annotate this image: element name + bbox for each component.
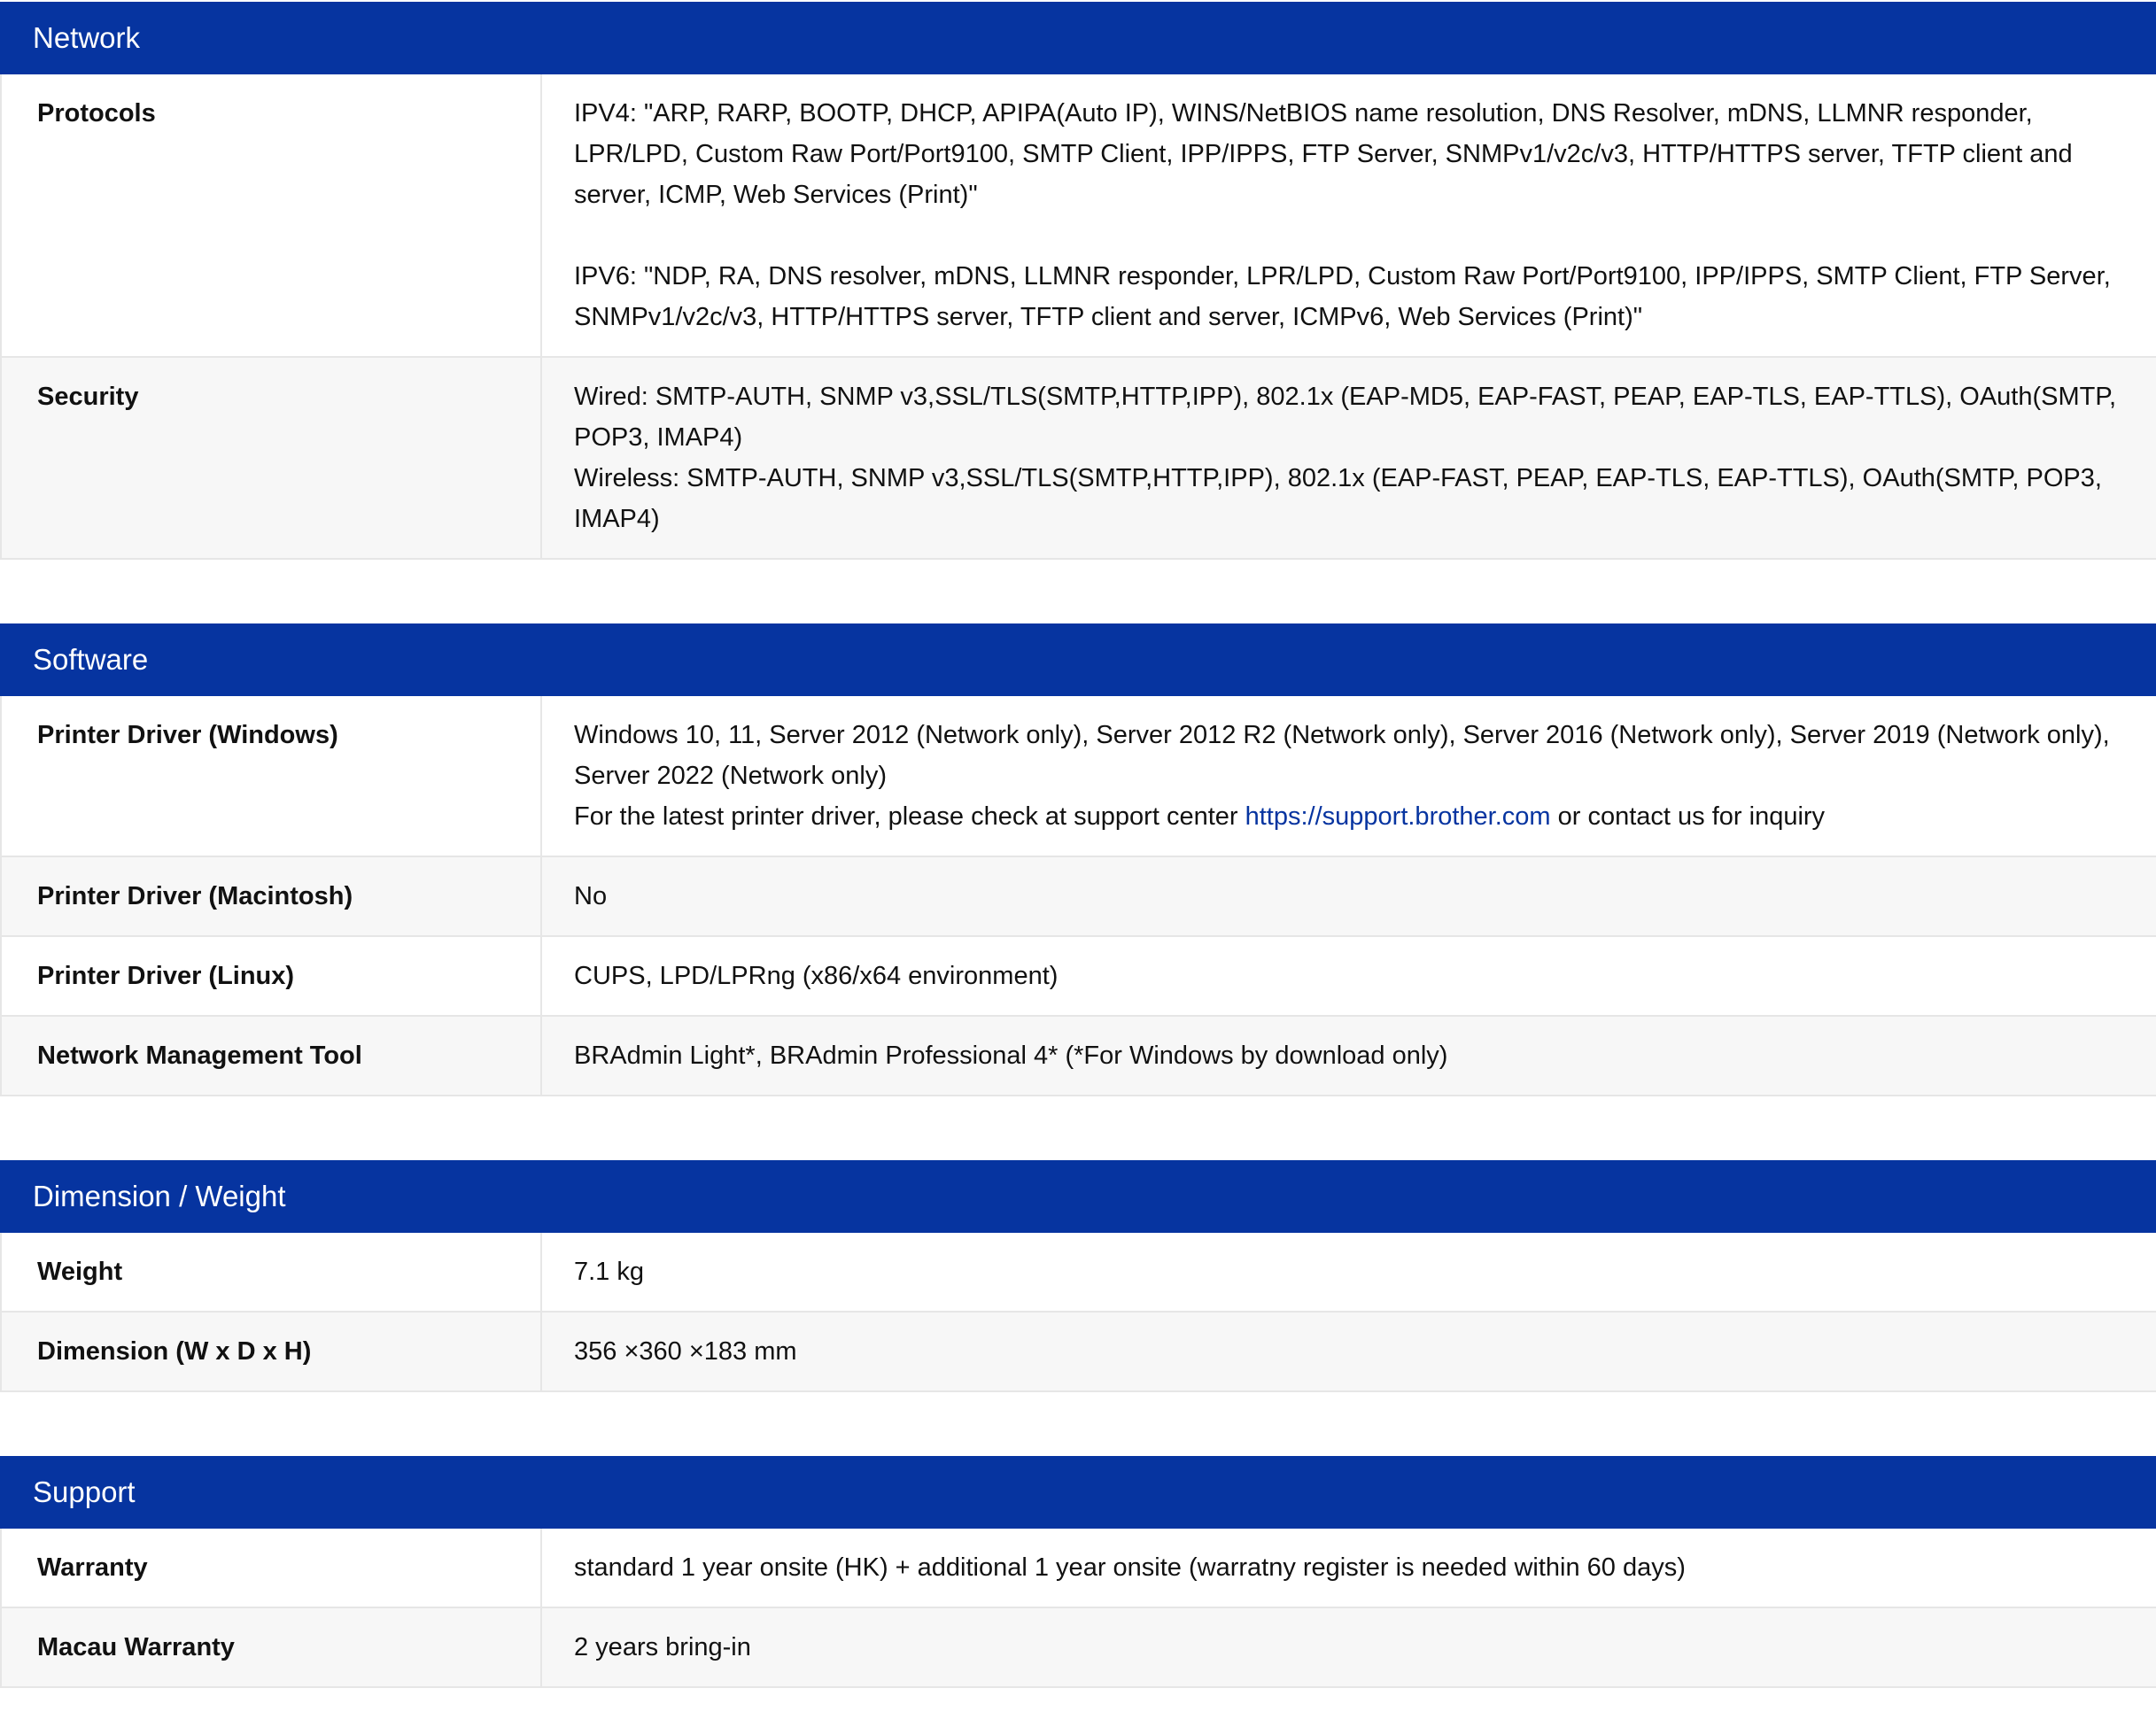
row-value-warranty: standard 1 year onsite (HK) + additional 1 year onsite (warratny register is needed within 60 days)	[541, 1529, 2156, 1607]
spec-table-support	[0, 1529, 2156, 1688]
support-link[interactable]: https://support.brother.com	[1245, 802, 1551, 831]
row-value-dimension: 356 ×360 ×183 mm	[541, 1312, 2156, 1391]
table-row	[1, 936, 2156, 1016]
row-value-macau-warranty: 2 years bring-in	[541, 1607, 2156, 1687]
table-row	[1, 357, 2156, 559]
row-value-mgmt-tool: BRAdmin Light*, BRAdmin Professional 4* (*For Windows by download only)	[541, 1016, 2156, 1096]
security-wireless: Wireless: SMTP-AUTH, SNMP v3,SSL/TLS(SMTP,HTTP,IPP), 802.1x (EAP-FAST, PEAP, EAP-TLS, EAP-TTLS), OAuth(SMTP, POP3, IMAP4)	[574, 464, 2102, 533]
row-value-driver-mac: No	[541, 856, 2156, 936]
section-header-support: Support	[0, 1456, 2156, 1529]
row-label-driver-linux: Printer Driver (Linux)	[1, 936, 541, 1016]
table-row	[1, 1312, 2156, 1391]
spec-table-network	[0, 74, 2156, 560]
table-row	[1, 856, 2156, 936]
section-support	[0, 1456, 2156, 1688]
section-header-dimension: Dimension / Weight	[0, 1160, 2156, 1233]
row-value-weight: 7.1 kg	[541, 1233, 2156, 1312]
protocols-ipv4: IPV4: "ARP, RARP, BOOTP, DHCP, APIPA(Auto IP), WINS/NetBIOS name resolution, DNS Resolver, mDNS, LLMNR responder, LPR/LPD, Custom Raw Port/Port9100, SMTP Client, IPP/IPPS, FTP Server, SNMPv1/v2c/v3, HTTP/HTTPS server, TFTP client and server, ICMP, Web Services (Print)"	[574, 99, 2073, 209]
row-label-driver-windows: Printer Driver (Windows)	[1, 696, 541, 856]
row-label-macau-warranty: Macau Warranty	[1, 1607, 541, 1687]
section-network	[0, 2, 2156, 560]
row-value-driver-linux: CUPS, LPD/LPRng (x86/x64 environment)	[541, 936, 2156, 1016]
security-wired: Wired: SMTP-AUTH, SNMP v3,SSL/TLS(SMTP,HTTP,IPP), 802.1x (EAP-MD5, EAP-FAST, PEAP, EAP-TLS, EAP-TTLS), OAuth(SMTP, POP3, IMAP4)	[574, 383, 2117, 452]
row-value-protocols	[541, 74, 2156, 357]
driver-windows-note	[574, 796, 2121, 837]
section-dimension	[0, 1160, 2156, 1392]
driver-windows-os-list: Windows 10, 11, Server 2012 (Network only), Server 2012 R2 (Network only), Server 2016 (Network only), Server 2019 (Network only), Server 2022 (Network only)	[574, 721, 2110, 790]
section-header-network: Network	[0, 2, 2156, 74]
row-label-mgmt-tool: Network Management Tool	[1, 1016, 541, 1096]
table-row	[1, 1529, 2156, 1607]
row-label-weight: Weight	[1, 1233, 541, 1312]
row-label-driver-mac: Printer Driver (Macintosh)	[1, 856, 541, 936]
table-row	[1, 696, 2156, 856]
table-row	[1, 74, 2156, 357]
table-row	[1, 1233, 2156, 1312]
spec-sheet	[0, 2, 2156, 1688]
row-value-driver-windows	[541, 696, 2156, 856]
row-label-security: Security	[1, 357, 541, 559]
row-label-warranty: Warranty	[1, 1529, 541, 1607]
row-label-dimension: Dimension (W x D x H)	[1, 1312, 541, 1391]
driver-note-prefix: For the latest printer driver, please check at support center	[574, 802, 1245, 831]
spec-table-software	[0, 696, 2156, 1096]
row-value-security	[541, 357, 2156, 559]
table-row	[1, 1016, 2156, 1096]
spec-table-dimension	[0, 1233, 2156, 1392]
section-header-software: Software	[0, 623, 2156, 696]
row-label-protocols: Protocols	[1, 74, 541, 357]
section-software	[0, 623, 2156, 1096]
protocols-ipv6: IPV6: "NDP, RA, DNS resolver, mDNS, LLMNR responder, LPR/LPD, Custom Raw Port/Port9100, IPP/IPPS, SMTP Client, FTP Server, SNMPv1/v2c/v3, HTTP/HTTPS server, TFTP client and server, ICMPv6, Web Services (Print)"	[574, 262, 2111, 331]
table-row	[1, 1607, 2156, 1687]
driver-note-suffix: or contact us for inquiry	[1550, 802, 1826, 831]
